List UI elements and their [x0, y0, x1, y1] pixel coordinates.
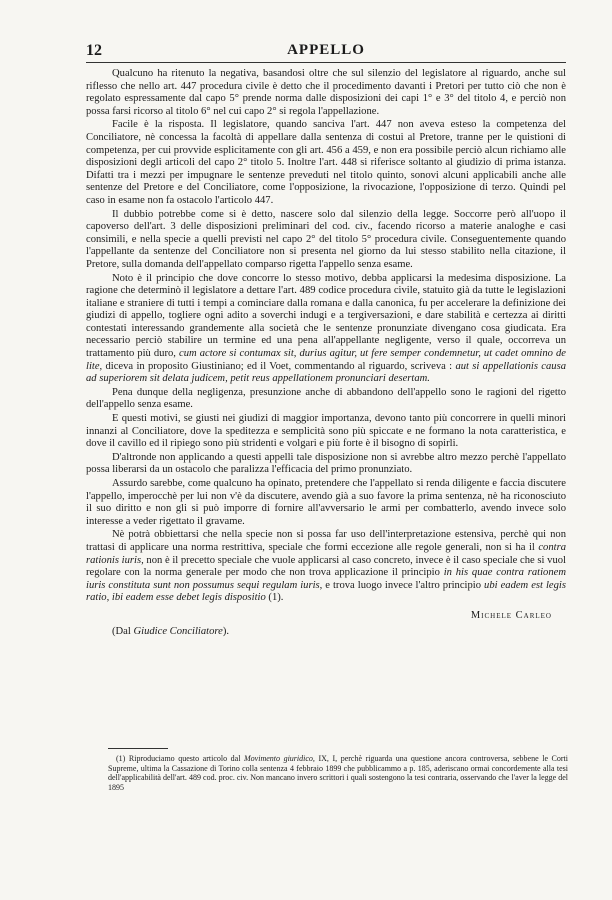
italic-text: aut si appellationis causa ad superiorem sit delata judicem, petit reus appellationem pronunciari desertam.: [86, 360, 566, 385]
text-run: Noto è il principio che dove concorre lo stesso motivo, debba applicarsi la medesima disposizione. La ragione che determinò il legislatore a dettare l'art. 489 codice procedura civile, statuito già da tutte le legislazioni italiane e straniere di tutti i tempi a cominciare dalla romana e dalla canonica, fu per accelerare la definizione dei giudizi di appello, togliere ogni adito a soverchi indugi e a tergiversazioni, e dare stabilità e certezza ai diritti contestati interessando grandemente alla società che le sentenze pronunziate divengano cosa giudicata. Era necessario perciò stabilire un termine ed una pena all'appellante negligente, verso il quale, occorreva un trattamento più duro,: [86, 272, 566, 360]
page-number: 12: [86, 42, 102, 59]
paragraph: [86, 387, 566, 412]
footnotes: [108, 754, 568, 792]
italic-text: cum actore si contumax sit, durius agitur, ut fere semper condemnetur, ut cadet omnino de lite,: [86, 348, 566, 372]
text-run: IX, I, perchè riguarda una questione ancora controversa, sebbene le Corti Supreme, ultima la Cassazione di Torino colla sentenza 4 febbraio 1899 che pubblicammo a p. 185, aderiscano ormai concordemente alla tesi dell'applicabilità dell'art. 489 cod. proc. civ. Non mancano invero scrittori i quali sostengono la tesi contraria, osservando che l'aver la legge del 1895: [108, 754, 568, 792]
text-run: Pena dunque della negligenza, presunzione anche di abbandono dell'appello sono le ragioni del rigetto dell'appello senza esame.: [86, 386, 566, 411]
paragraph: [86, 452, 566, 477]
page-header: [86, 42, 566, 62]
source-citation: [86, 626, 566, 639]
paragraph: [86, 68, 566, 118]
italic-text: ubi eadem est legis ratio, ibi eadem esse debet legis dispositio: [86, 579, 566, 604]
italic-text: Movimento giuridico,: [244, 754, 315, 763]
paragraph-list: [86, 68, 566, 605]
running-title: APPELLO: [287, 42, 365, 58]
italic-text: in his quae contra rationem iuris constituta sunt non possumus sequi regulam iuris,: [86, 567, 567, 591]
text-run: diceva in proposito Giustiniano; ed il Voet, commentando al riguardo, scriveva :: [102, 360, 456, 372]
paragraph: [86, 413, 566, 451]
paragraph: [86, 209, 566, 272]
author-signature: Michele Carleo: [470, 609, 552, 621]
source-open: (Dal: [112, 625, 134, 637]
text-run: Assurdo sarebbe, come qualcuno ha opinato, pretendere che l'appellato si renda diligente e faccia discutere l'appello, imperocchè per lui non v'è da discutere, avendo già a suo favore la prima sentenza, nè ha riconosciuto il suo diritto e non gli si può imporre di fornire all'avversario le armi per combatterlo, avendo invece solo interesse a veder rigettato il gravame.: [86, 478, 566, 527]
text-run: Il dubbio potrebbe come si è detto, nascere solo dal silenzio della legge. Soccorre però all'uopo il capoverso dell'art. 3 delle disposizioni preliminari del cod. civ., facendo ricorso a materie analoghe e casi consimili, e nella specie a quelli previsti nel capo 2° del titolo 5° procedura civile. Conseguentemente quando l'appellante da sentenze del Conciliatore non si presenta nel giorno da lui stesso stabilito nella citazione, il Pretore, sulla domanda dell'appellato comparso rigetta l'appello senza esame.: [86, 208, 566, 270]
footnote-marker: (1): [116, 754, 129, 763]
text-run: E questi motivi, se giusti nei giudizi di maggior importanza, devono tanto più concorrere in quelli minori innanzi al Conciliatore, dove la speditezza e semplicità sono più spiccate e ne formano la nota caratteristica, e dove il cavillo ed il ripiego sono più stridenti e volgari e più forte è il bisogno di sopirli.: [86, 413, 566, 450]
paragraph: [86, 478, 566, 528]
article-body: [86, 68, 566, 638]
text-run: non è il precetto speciale che vuole applicarsi al caso concreto, invece è il caso speciale che si vuol regolare con la norma generale per modo che non trova applicazione il principio: [86, 554, 566, 579]
paragraph: [86, 273, 566, 386]
source-journal: Giudice Conciliatore: [133, 625, 223, 637]
text-run: Facile è la risposta. Il legislatore, quando sanciva l'art. 447 non aveva esteso la competenza del Conciliatore, nè concessa la facoltà di appellare dalla sentenza di costui al Pretore, tranne per le quistioni di competenza, per cui provvide esplicitamente con gli art. 456 a 459, e non era possibile perciò alcun richiamo alle disposizioni degli articoli del capo 2° titolo 5. Inoltre l'art. 448 si riferisce soltanto al giudizio di prima istanza. Difatti tra i mezzi per impugnare le sentenze preveduti nel titolo quinto, sonovi alcuni applicabili anche alle sentenze del Pretore e del Conciliatore, come l'opposizione, la rivocazione, l'opposizione di terzo. Quindi pel caso in esame non fa ostacolo l'articolo 447.: [86, 119, 566, 206]
italic-text: contra rationis iuris,: [86, 541, 566, 566]
text-run: Nè potrà obbiettarsi che nella specie non si possa far uso dell'interpretazione estensiva, perchè qui non trattasi di applicare una norma restrittiva, speciale che formi eccezione alle regole generali, non si ha il: [86, 529, 566, 553]
paragraph: [86, 119, 566, 207]
text-run: (1).: [265, 592, 284, 604]
source-close: ).: [222, 625, 230, 637]
text-run: D'altronde non applicando a questi appelli tale disposizione non si avrebbe altro mezzo perchè l'appellato possa liberarsi da un ostacolo che paralizza l'efficacia del primo pronunziato.: [86, 451, 566, 476]
text-run: Riproduciamo questo articolo dal: [128, 754, 245, 763]
header-rule: [86, 62, 566, 63]
paragraph: [86, 529, 566, 605]
text-run: Qualcuno ha ritenuto la negativa, basandosi oltre che sul silenzio del legislatore al riguardo, anche sul riflesso che nello art. 447 procedura civile è detto che il procedimento davanti i Pretori per tutto ciò che non è regolato espressamente dal capo 5° prende norma dalle disposizioni dei capi 1° e 3° del titolo 4, e perciò non possa farsi ricorso al titolo 6° nel cui capo 2° si regola l'appellazione.: [86, 68, 566, 117]
text-run: e trova luogo invece l'altro principio: [322, 579, 485, 591]
footnote-rule: [108, 748, 168, 749]
footnote-1: [108, 754, 568, 792]
